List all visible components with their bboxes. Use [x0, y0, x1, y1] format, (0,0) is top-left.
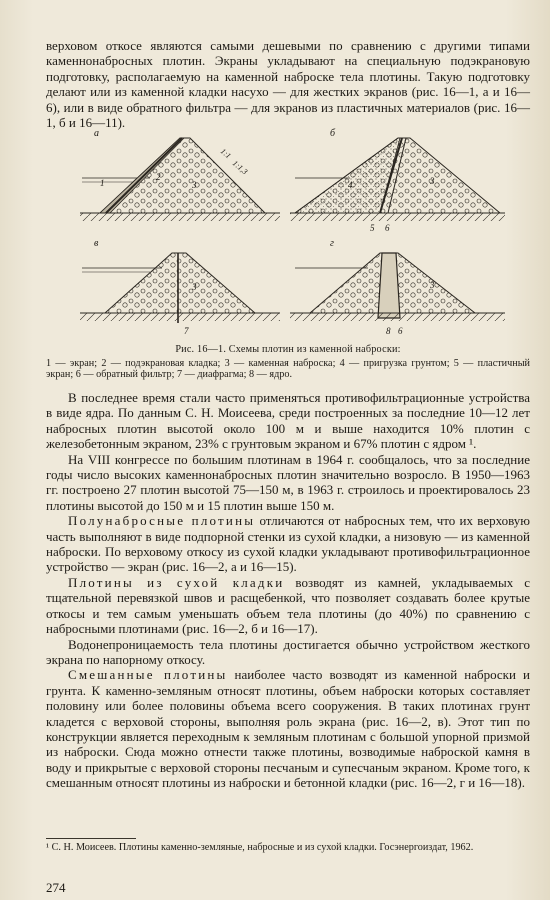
panel-a-slope-1: 1:1 [218, 146, 233, 161]
panel-d-num-8: 8 [386, 326, 391, 336]
top-paragraph-block [46, 38, 530, 130]
panel-a-slope-2: 1:1,3 [230, 158, 250, 177]
footnote-rule [46, 838, 136, 839]
panel-a-num-3: 3 [192, 180, 197, 190]
top-paragraph: верховом откосе являются самыми дешевыми по сравнению с другими типами каменнонабросных плотин. Экраны укладывают на специальную подэкрановую подготовку, располагаемую на каменной наброске тела плотины. Такую подготовку делают или из каменной кладки насухо — для жестких экранов (рис. 16—1, а и 16—6), или в виде обратного фильтра — для экранов из пластичных материалов (рис. 16—1, б и 16—11). [46, 38, 530, 131]
panel-b-num-5: 5 [370, 223, 375, 233]
panel-d-label: г [330, 238, 334, 249]
panel-a-num-1: 1 [100, 178, 105, 188]
figure-caption [46, 344, 530, 381]
panel-b [290, 128, 505, 233]
paragraph-cores: В последнее время стали часто применяться противофильтрационные устройства в виде ядра. По данным С. Н. Моисеева, среди построенных за последние 10—12 лет набросных плотин высотой около 100 м и выше находится 10% плотин с железобетонным экраном, 23% с грунтовым экраном и 67% плотин с ядром ¹. [46, 390, 530, 452]
term-semi-rockfill: Полунабросные плотины [68, 513, 256, 529]
panel-d-num-6: 6 [398, 326, 403, 336]
paragraph-congress: На VIII конгрессе по большим плотинам в 1964 г. сообщалось, что за последние годы число высоких каменнонабросных плотин значительно возросло. В 1950—1963 гг. построено 27 плотин высотой 75—150 м, в 1963 г. строилось и проектировалось 23 плотины высотой до 150 м и 15 плотин выше 150 м. [46, 451, 530, 513]
paragraph-mixed [46, 667, 530, 790]
figure-caption-legend: 1 — экран; 2 — подэкрановая кладка; 3 — каменная наброска; 4 — пригрузка грунтом; 5 — пластичный экран; 6 — обратный фильтр; 7 — диафрагма; 8 — ядро. [46, 357, 530, 381]
panel-b-label: б [330, 128, 336, 139]
paragraph-dry-masonry-text: возводят из камней, укладываемых с тщательной перевязкой швов и расщебенкой, что позволяет создавать более крутые откосы и тем самым уменьшать объем тела плотины (до 40%) по сравнению с набросными плотинами (рис. 16—2, б и 16—17). [46, 574, 531, 637]
panel-a-num-2: 2 [156, 172, 161, 182]
paragraph-semi-rockfill [46, 513, 530, 575]
panel-b-num-6: 6 [385, 223, 390, 233]
main-text [46, 390, 530, 791]
page-number: 274 [46, 880, 66, 895]
panel-c-num-7: 7 [184, 326, 189, 336]
term-mixed: Смешанные плотины [68, 667, 228, 683]
panel-d [290, 238, 505, 336]
paragraph-mixed-text: наиболее часто возводят из каменной наброски и грунта. К каменно-земляным относят плотины, объем наброски которых составляет половину или более половины объема всего сооружения. В таких плотинах грунт кладется с верховой стороны, выполняя роль экрана (рис. 16—2, в). Этот тип по конструкции является переходным к земляным плотинам с большой упорной призмой из наброски. Сюда можно отнести также плотины, возводимые наброской камня в воду и прикрытые с верховой стороны песчаным и супесчаным экраном. Кроме того, к смешанным относят плотины из наброски и бетонной кладки (рис. 16—2, г и 16—18). [46, 667, 531, 791]
paragraph-watertightness: Водонепроницаемость тела плотины достигается обычно устройством жесткого экрана по напорному откосу. [46, 636, 530, 667]
dam-schemes-svg [80, 128, 520, 343]
panel-a [80, 128, 280, 221]
panel-d-num-3: 3 [430, 280, 435, 290]
figure-caption-title: Рис. 16—1. Схемы плотин из каменной наброски: [175, 344, 401, 355]
footnote: ¹ С. Н. Моисеев. Плотины каменно-земляные, набросные и из сухой кладки. Госэнергоиздат, 1962. [46, 842, 474, 853]
paragraph-dry-masonry [46, 575, 530, 637]
panel-c-num-3: 3 [192, 282, 197, 292]
panel-c [80, 238, 280, 336]
paragraph-semi-rockfill-text: отличаются от набросных тем, что их верховую часть выполняют в виде подпорной стенки из сухой кладки, а низовую — из каменной наброски. По верховому откосу из сухой кладки укладывают противофильтрационное устройство — экран (рис. 16—2, а и 16—15). [46, 513, 530, 575]
panel-b-num-3: 3 [430, 176, 435, 186]
panel-a-label: а [94, 128, 99, 139]
panel-c-label: в [94, 238, 99, 249]
term-dry-masonry: Плотины из сухой кладки [68, 574, 285, 590]
figure-dam-schemes [80, 128, 520, 343]
panel-b-num-4: 4 [348, 180, 353, 190]
